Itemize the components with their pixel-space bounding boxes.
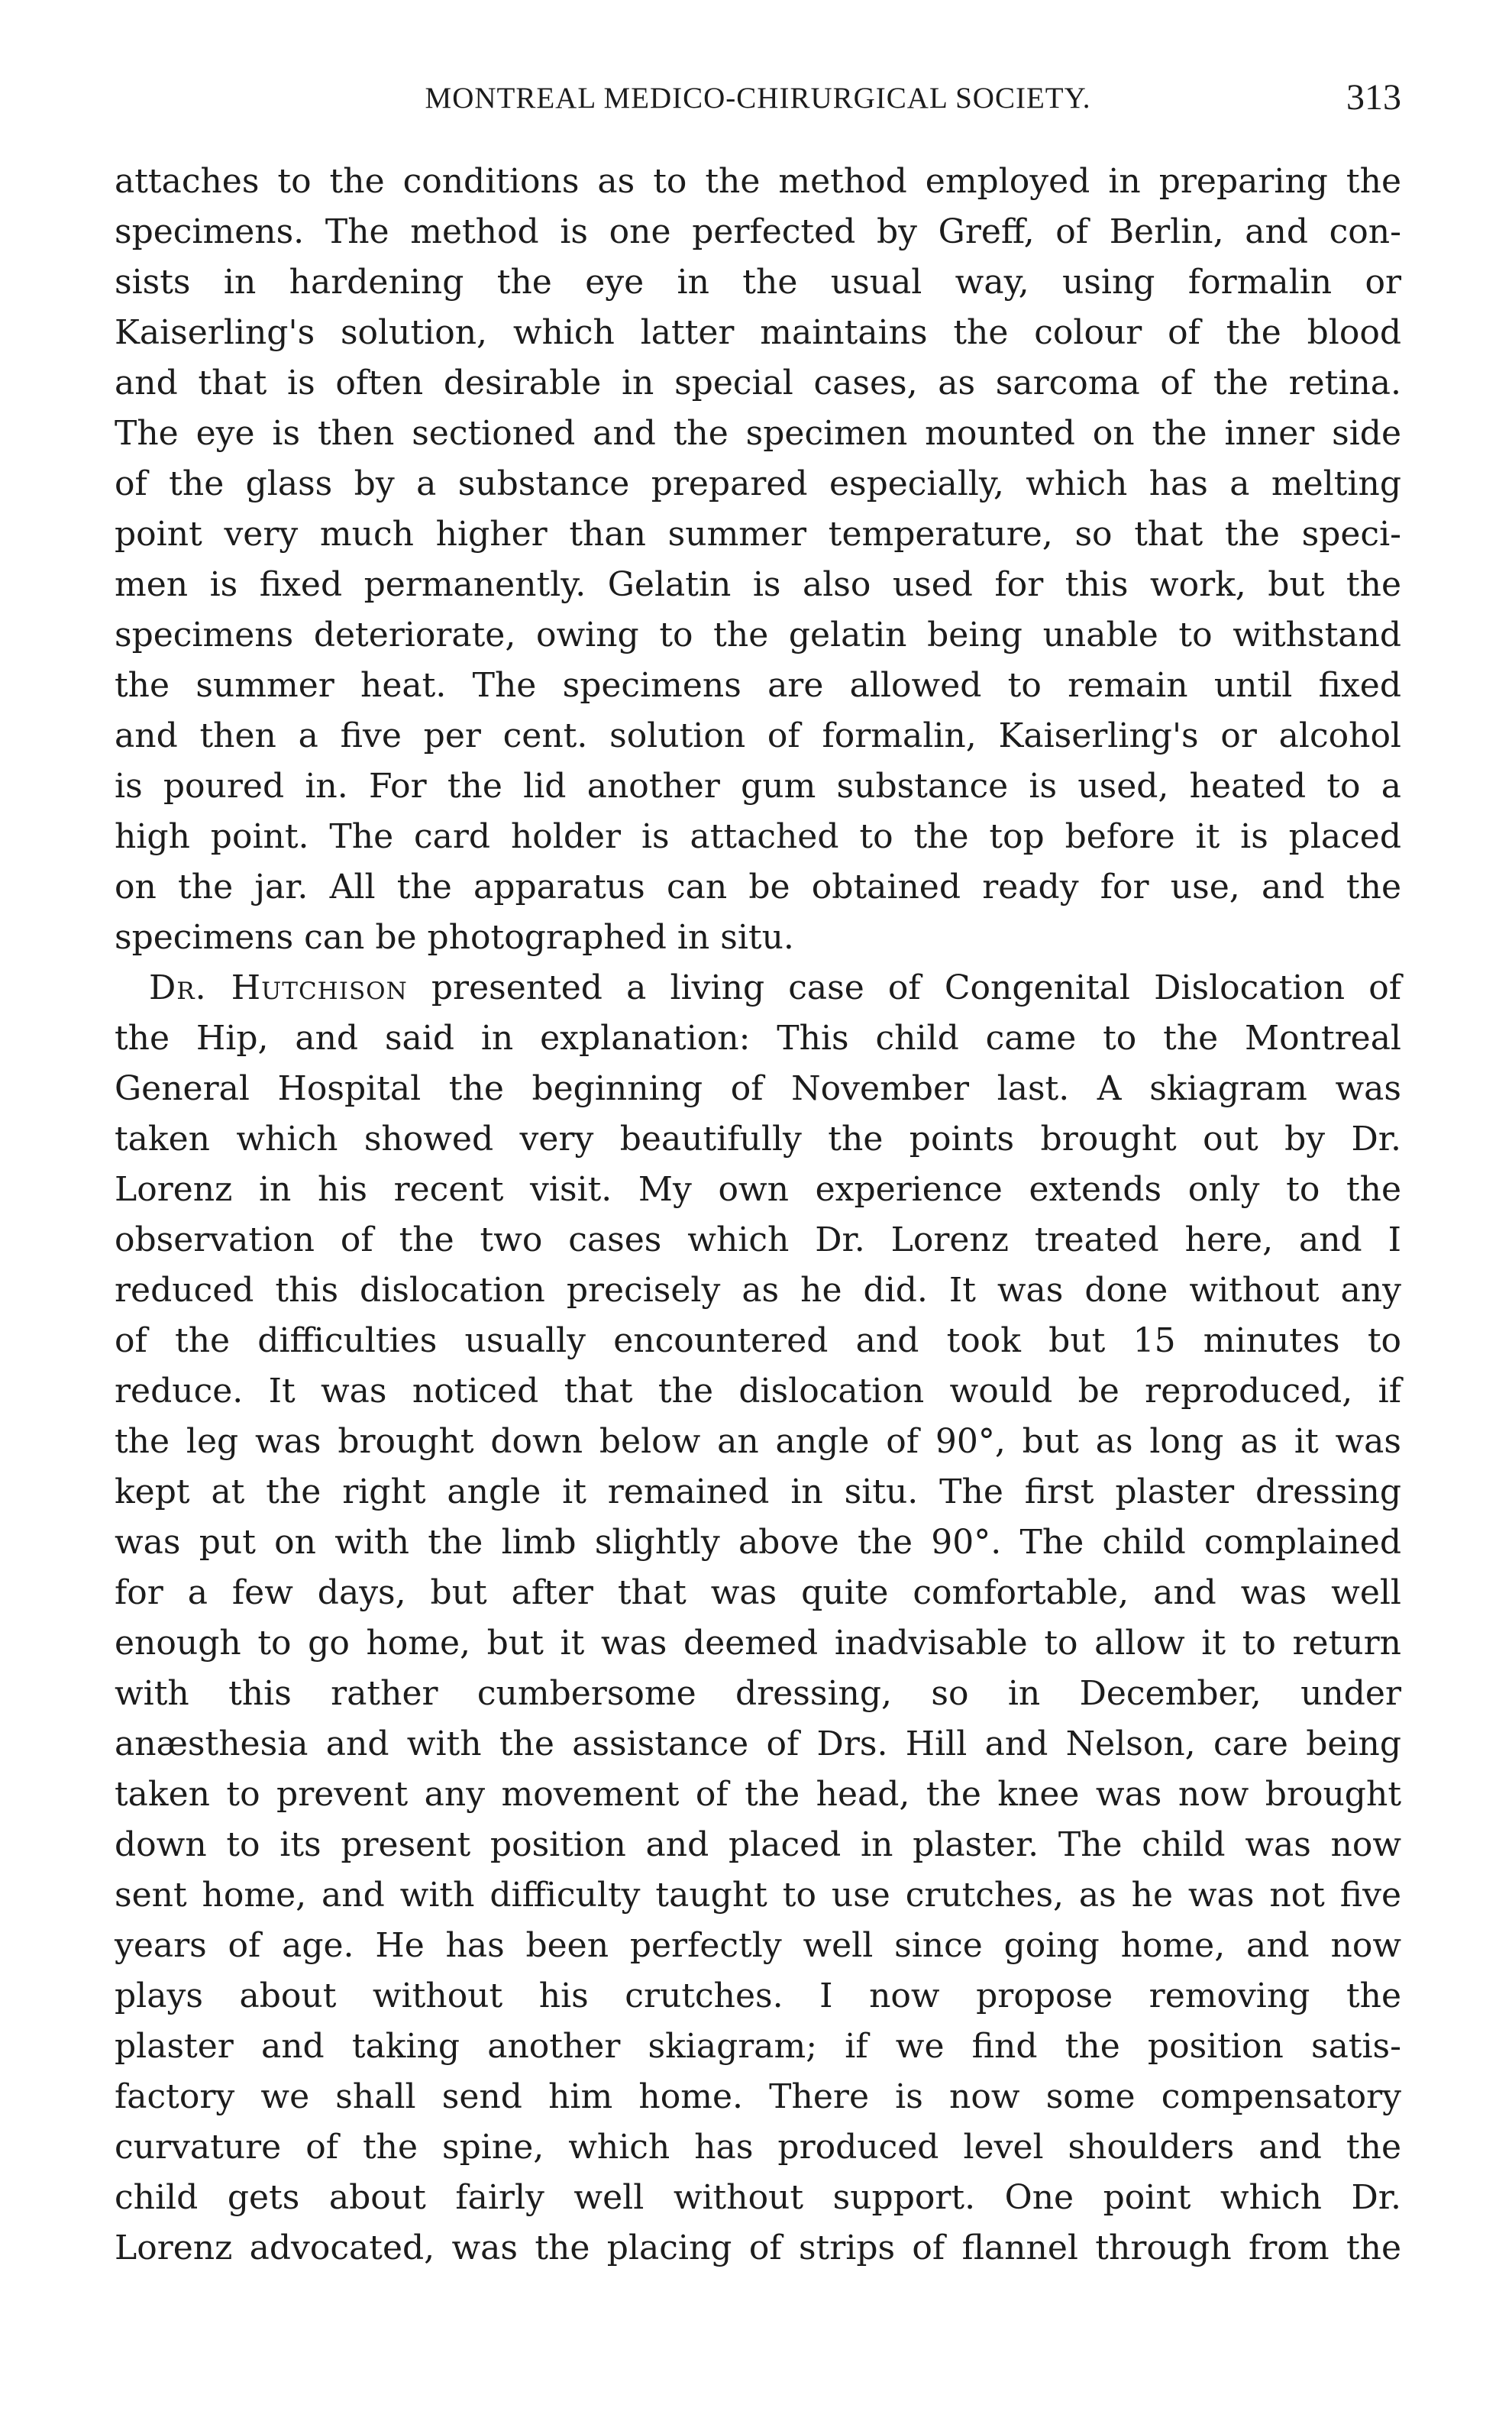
paragraph-specimen-method xyxy=(115,157,1401,963)
text-line: The eye is then sectioned and the specimen mounted on the inner side xyxy=(115,414,1401,453)
text-line: years of age. He has been perfectly well since going home, and now xyxy=(115,1926,1401,1965)
text-line: observation of the two cases which Dr. Lorenz treated here, and I xyxy=(115,1220,1401,1259)
text-line: plays about without his crutches. I now propose removing the xyxy=(115,1976,1401,2015)
text-line: Lorenz in his recent visit. My own experience extends only to the xyxy=(115,1170,1402,1209)
text-line: General Hospital the beginning of November last. A skiagram was xyxy=(115,1069,1401,1108)
text-line: enough to go home, but it was deemed inadvisable to allow it to return xyxy=(115,1624,1401,1663)
text-line: anæsthesia and with the assistance of Drs. Hill and Nelson, care being xyxy=(115,1724,1401,1763)
text-line: with this rather cumbersome dressing, so in December, under xyxy=(115,1674,1401,1713)
first-line-text: presented a living case of Congenital Dislocation of xyxy=(431,968,1401,1007)
text-line: attaches to the conditions as to the method employed in preparing the xyxy=(115,162,1401,201)
text-line: sent home, and with difficulty taught to use crutches, as he was not five xyxy=(115,1876,1401,1915)
text-line: plaster and taking another skiagram; if we find the position satis- xyxy=(115,2027,1401,2066)
text-line: child gets about fairly well without support. One point which Dr. xyxy=(115,2178,1401,2217)
running-title: MONTREAL MEDICO-CHIRURGICAL SOCIETY. xyxy=(425,82,1091,115)
text-line: point very much higher than summer temperature, so that the speci- xyxy=(115,515,1402,554)
text-line: curvature of the spine, which has produced level shoulders and the xyxy=(115,2128,1401,2167)
text-line: Lorenz advocated, was the placing of strips of flannel through from the xyxy=(115,2228,1401,2267)
speaker-name: Dr. Hutchison xyxy=(149,968,408,1007)
text-line: taken which showed very beautifully the points brought out by Dr. xyxy=(115,1120,1401,1159)
text-line: the leg was brought down below an angle of 90°, but as long as it was xyxy=(115,1422,1401,1461)
running-head xyxy=(115,76,1401,122)
text-line: of the difficulties usually encountered and took but 15 minutes to xyxy=(115,1321,1401,1360)
text-line: the Hip, and said in explanation: This child came to the Montreal xyxy=(115,1019,1401,1058)
text-line: on the jar. All the apparatus can be obtained ready for use, and the xyxy=(115,868,1401,907)
page-number: 313 xyxy=(1346,77,1401,118)
text-line: specimens deteriorate, owing to the gelatin being unable to withstand xyxy=(115,616,1401,654)
text-line: sists in hardening the eye in the usual way, using formalin or xyxy=(115,263,1401,302)
text-line xyxy=(115,963,1401,1013)
text-line: specimens can be photographed in situ. xyxy=(115,918,794,957)
text-line: down to its present position and placed in plaster. The child was now xyxy=(115,1825,1401,1864)
text-line: and then a five per cent. solution of formalin, Kaiserling's or alcohol xyxy=(115,716,1402,755)
text-line: of the glass by a substance prepared especially, which has a melting xyxy=(115,464,1401,503)
text-line: kept at the right angle it remained in situ. The first plaster dressing xyxy=(115,1472,1402,1511)
paragraph-hip-dislocation xyxy=(115,963,1401,2274)
body-text xyxy=(115,157,1401,2274)
text-line: reduced this dislocation precisely as he did. It was done without any xyxy=(115,1271,1401,1310)
text-line: taken to prevent any movement of the head, the knee was now brought xyxy=(115,1775,1401,1814)
text-line: reduce. It was noticed that the dislocation would be reproduced, if xyxy=(115,1372,1401,1411)
text-line: the summer heat. The specimens are allowed to remain until fixed xyxy=(115,666,1401,705)
text-line: is poured in. For the lid another gum substance is used, heated to a xyxy=(115,767,1401,806)
text-line: specimens. The method is one perfected by Greff, of Berlin, and con- xyxy=(115,212,1402,251)
text-line: and that is often desirable in special cases, as sarcoma of the retina. xyxy=(115,364,1401,402)
text-line: high point. The card holder is attached to the top before it is placed xyxy=(115,817,1402,856)
text-line: Kaiserling's solution, which latter maintains the colour of the blood xyxy=(115,313,1401,352)
text-line: factory we shall send him home. There is now some compensatory xyxy=(115,2077,1401,2116)
text-line: was put on with the limb slightly above the 90°. The child complained xyxy=(115,1523,1401,1562)
text-line: men is fixed permanently. Gelatin is also used for this work, but the xyxy=(115,565,1401,604)
text-line: for a few days, but after that was quite comfortable, and was well xyxy=(115,1573,1402,1612)
